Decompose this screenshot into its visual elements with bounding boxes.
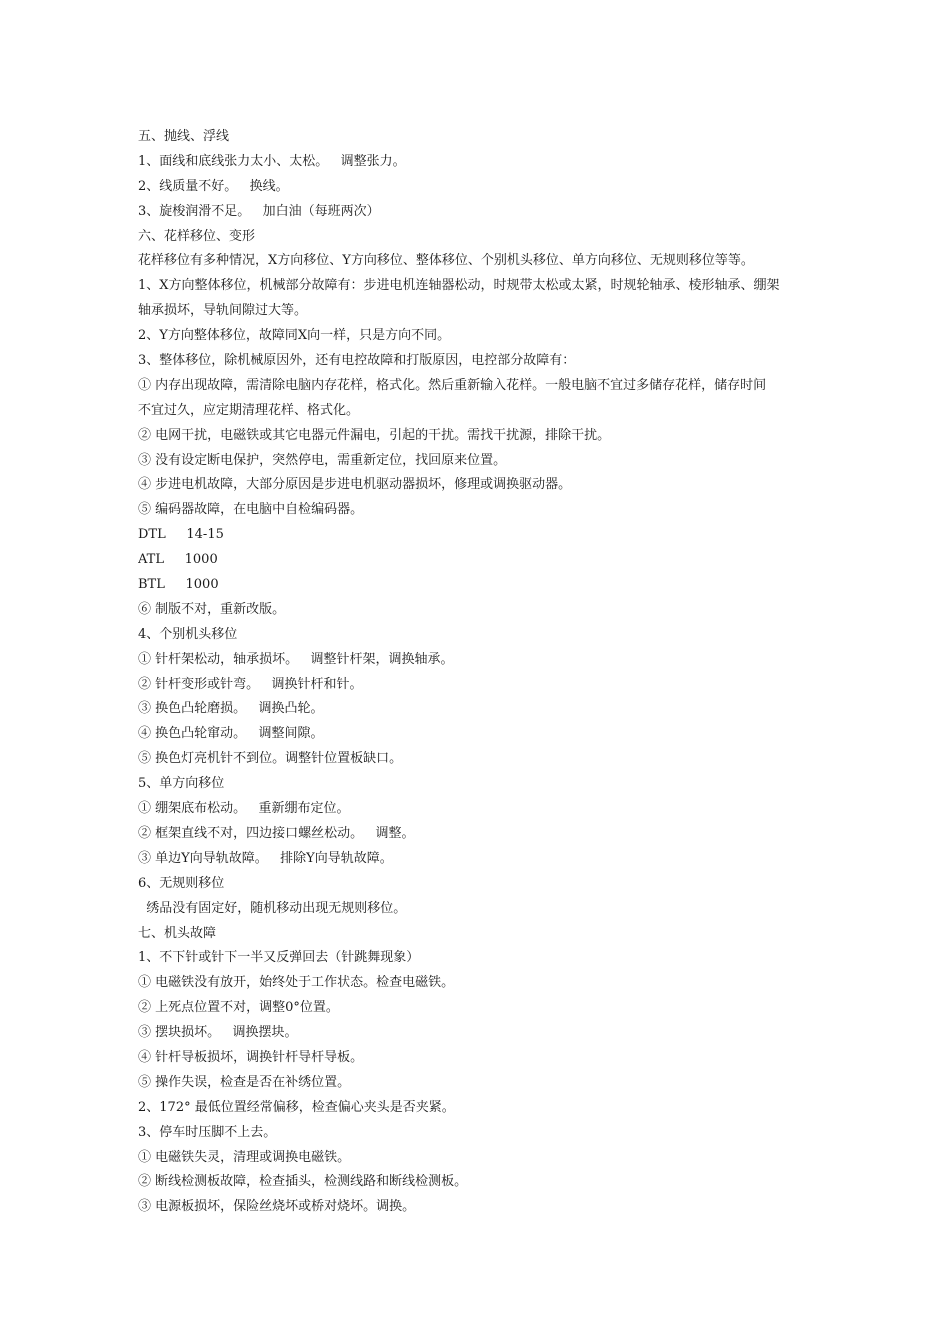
text-line: ① 电磁铁失灵，清理或调换电磁铁。 <box>138 1149 351 1165</box>
text-line: ② 上死点位置不对，调整0°位置。 <box>138 1000 339 1016</box>
parameter-line: BTL 1000 <box>138 577 219 593</box>
text-line: ③ 电源板损坏，保险丝烧坏或桥对烧坏。调换。 <box>138 1199 416 1215</box>
text-line: ⑥ 制版不对，重新改版。 <box>138 601 286 617</box>
section-heading: 五、抛线、浮线 <box>138 129 230 144</box>
text-line: ⑤ 换色灯亮机针不到位。调整针位置板缺口。 <box>138 751 403 767</box>
text-line: ② 针杆变形或针弯。 调换针杆和针。 <box>138 676 363 692</box>
text-line: ③ 摆块损坏。 调换摆块。 <box>138 1025 298 1041</box>
text-line: 轴承损坏，导轨间隙过大等。 <box>138 303 308 319</box>
text-line: 绣品没有固定好，随机移动出现无规则移位。 <box>138 900 407 916</box>
text-line: ③ 没有设定断电保护，突然停电，需重新定位，找回原来位置。 <box>138 452 507 468</box>
text-line: ④ 针杆导板损坏，调换针杆导杆导板。 <box>138 1049 364 1065</box>
text-line: 1、面线和底线张力太小、太松。 调整张力。 <box>138 153 406 169</box>
text-line: ② 框架直线不对，四边接口螺丝松动。 调整。 <box>138 825 415 841</box>
document-body <box>138 125 828 1220</box>
text-line: ① 针杆架松动，轴承损坏。 调整针杆架，调换轴承。 <box>138 651 454 667</box>
text-line: ③ 单边Y向导轨故障。 排除Y向导轨故障。 <box>138 850 393 866</box>
section-heading: 七、机头故障 <box>138 925 217 941</box>
subsection-heading: 3、停车时压脚不上去。 <box>138 1124 277 1140</box>
text-line: 2、172° 最低位置经常偏移，检查偏心夹头是否夹紧。 <box>138 1099 455 1115</box>
text-line: ① 内存出现故障，需清除电脑内存花样，格式化。然后重新输入花样。一般电脑不宜过多储存花样，储存时间 <box>138 377 767 393</box>
text-line: 3、整体移位，除机械原因外，还有电控故障和打版原因，电控部分故障有： <box>138 353 576 369</box>
text-line: ① 电磁铁没有放开，始终处于工作状态。检查电磁铁。 <box>138 975 455 991</box>
text-line: ② 断线检测板故障，检查插头，检测线路和断线检测板。 <box>138 1174 468 1190</box>
text-line: ① 绷架底布松动。 重新绷布定位。 <box>138 801 350 817</box>
text-line: ⑤ 操作失误，检查是否在补绣位置。 <box>138 1074 351 1090</box>
text-line: 2、Y方向整体移位，故障同X向一样，只是方向不同。 <box>138 328 451 344</box>
text-line: ④ 步进电机故障，大部分原因是步进电机驱动器损坏，修理或调换驱动器。 <box>138 477 572 493</box>
text-line: 不宜过久，应定期清理花样、格式化。 <box>138 402 360 418</box>
text-line: ③ 换色凸轮磨损。 调换凸轮。 <box>138 701 324 717</box>
parameter-line: ATL 1000 <box>138 552 218 568</box>
text-line: 2、线质量不好。 换线。 <box>138 178 289 194</box>
text-line: ④ 换色凸轮窜动。 调整间隙。 <box>138 726 324 742</box>
text-line: 1、X方向整体移位，机械部分故障有：步进电机连轴器松动，时规带太松或太紧，时规轮轴承、棱形轴承、绷架 <box>138 278 780 294</box>
text-line: ⑤ 编码器故障，在电脑中自检编码器。 <box>138 502 364 518</box>
text-line: 3、旋梭润滑不足。 加白油（每班两次） <box>138 203 380 219</box>
subsection-heading: 4、个别机头移位 <box>138 626 238 642</box>
subsection-heading: 1、不下针或针下一半又反弹回去（针跳舞现象） <box>138 950 420 966</box>
section-heading: 六、花样移位、变形 <box>138 228 256 244</box>
text-line: ② 电网干扰，电磁铁或其它电器元件漏电，引起的干扰。需找干扰源，排除干扰。 <box>138 427 611 443</box>
text-line: 花样移位有多种情况，X方向移位、Y方向移位、整体移位、个别机头移位、单方向移位、无规则移位等等。 <box>138 253 754 269</box>
parameter-line: DTL 14-15 <box>138 527 224 543</box>
subsection-heading: 6、无规则移位 <box>138 875 225 891</box>
subsection-heading: 5、单方向移位 <box>138 776 225 792</box>
